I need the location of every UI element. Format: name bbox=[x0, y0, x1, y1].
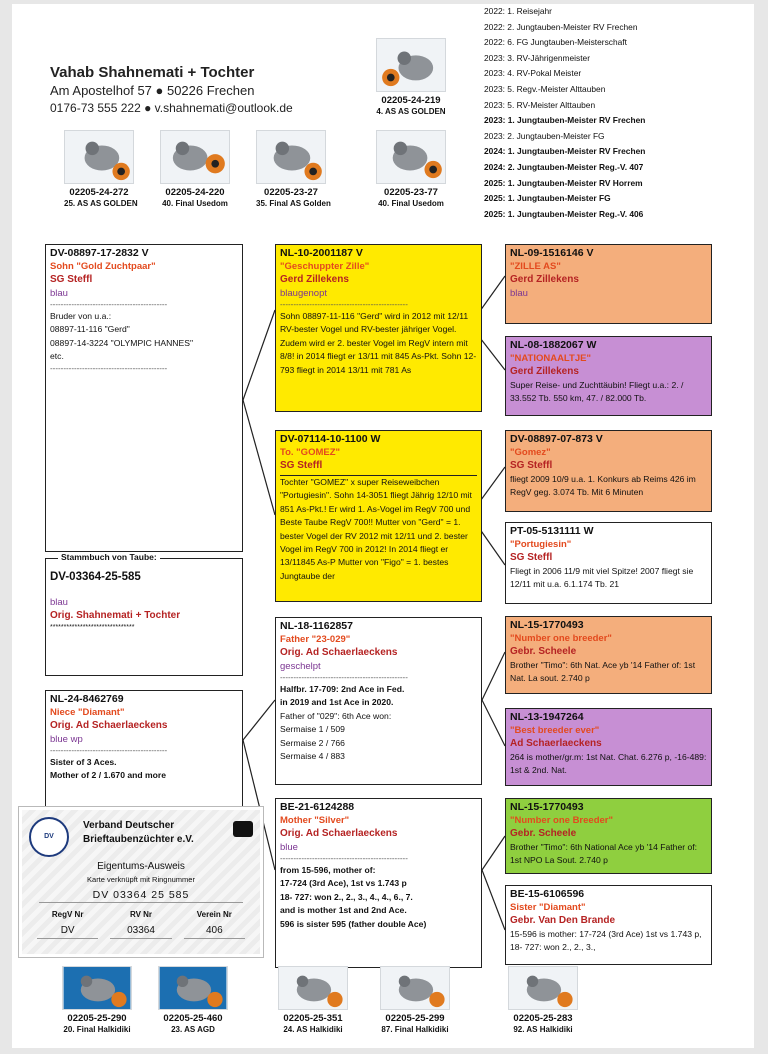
pigeon-number: 02205-25-351 bbox=[283, 1013, 343, 1024]
pigeon-image bbox=[158, 966, 228, 1010]
pigeon-caption: 92. AS Halkidiki bbox=[513, 1025, 573, 1034]
pigeon-color: blau bbox=[510, 288, 528, 299]
pigeon-breeder: SG Steffl bbox=[50, 274, 93, 285]
achievement-item: 2023: 2. Jungtauben-Meister FG bbox=[484, 130, 605, 141]
card-header-row bbox=[31, 907, 251, 923]
pigeon-badge-icon bbox=[233, 821, 253, 837]
card-header: RV Nr bbox=[129, 910, 153, 919]
sire-sire-box[interactable] bbox=[275, 244, 482, 412]
pigeon-breeder: Ad Schaerlaeckens bbox=[510, 738, 602, 749]
pigeon-breeder: Gerd Zillekens bbox=[510, 366, 579, 377]
pigeon-image bbox=[508, 966, 578, 1010]
pigeon-caption: 4. AS AS GOLDEN bbox=[376, 107, 446, 116]
pigeon-ring: NL-18-1162857 bbox=[280, 620, 353, 632]
achievement-item: 2022: 2. Jungtauben-Meister RV Frechen bbox=[484, 21, 638, 32]
pigeon-breeder: Gebr. Van Den Brande bbox=[510, 915, 616, 926]
pigeon-name: Niece "Diamant" bbox=[50, 707, 125, 718]
pigeon-image bbox=[278, 966, 348, 1010]
pigeon-note: Mother of 2 / 1.670 and more bbox=[50, 770, 167, 781]
pigeon-photo[interactable] bbox=[160, 130, 230, 208]
pigeon-breeder: Gerd Zillekens bbox=[510, 274, 579, 285]
pigeon-image bbox=[160, 130, 230, 184]
achievement-item: 2025: 1. Jungtauben-Meister RV Horrem bbox=[484, 177, 643, 188]
pigeon-ring: NL-24-8462769 bbox=[50, 693, 124, 705]
pigeon-ring: DV-08897-07-873 V bbox=[510, 433, 603, 445]
pigeon-note: Sermaise 2 / 766 bbox=[280, 737, 345, 748]
achievement-item: 2023: 3. RV-Jährigenmeister bbox=[484, 52, 590, 63]
dds-box[interactable] bbox=[505, 798, 712, 874]
divider: -------------------------------------------- bbox=[50, 363, 168, 373]
pigeon-number: 02205-25-283 bbox=[513, 1013, 573, 1024]
pigeon-caption: 40. Final Usedom bbox=[378, 199, 444, 208]
pigeon-breeder: SG Steffl bbox=[510, 552, 553, 563]
pigeon-name: Sister "Diamant" bbox=[510, 902, 586, 913]
logo-text: DV bbox=[44, 833, 54, 840]
sdd-box[interactable] bbox=[505, 522, 712, 604]
divider: -------------------------------------------- bbox=[50, 300, 168, 309]
card-value: 03364 bbox=[110, 923, 171, 939]
owner-contact: 0176-73 555 222 ● v.shahnemati@outlook.de bbox=[50, 101, 293, 115]
pigeon-note: Brother "Timo": 6th National Ace yb '14 Father of: 1st NPO La Sout. 2.740 p bbox=[510, 842, 698, 866]
card-value: 406 bbox=[184, 923, 245, 939]
pigeon-note: in 2019 and 1st Ace in 2020. bbox=[280, 697, 394, 708]
pigeon-breeder: Gebr. Scheele bbox=[510, 646, 577, 657]
pigeon-caption: 20. Final Halkidiki bbox=[63, 1025, 131, 1034]
dsd-box[interactable] bbox=[505, 708, 712, 786]
pigeon-note: 08897-14-3224 "OLYMPIC HANNES" bbox=[50, 337, 194, 348]
pigeon-note: 264 is mother/gr.m: 1st Nat. Chat. 6.276 p, -16-489: 1st & 2nd. Nat. bbox=[510, 752, 707, 776]
pigeon-image bbox=[64, 130, 134, 184]
sss-box[interactable] bbox=[505, 244, 712, 324]
card-header: RegV Nr bbox=[51, 910, 84, 919]
pigeon-note: 15-596 is mother: 17-724 (3rd Ace) 1st vs 1.743 p, 18- 727: won 2., 2., 3., bbox=[510, 929, 702, 953]
pigeon-ring: BE-21-6124288 bbox=[280, 801, 355, 813]
pigeon-name: "ZILLE AS" bbox=[510, 261, 561, 272]
pigeon-ring: BE-15-6106596 bbox=[510, 888, 585, 900]
pigeon-note: Sermaise 4 / 883 bbox=[280, 751, 345, 762]
dam-sire-box[interactable] bbox=[275, 617, 482, 785]
pigeon-note: Tochter "GOMEZ" x super Reiseweibchen "Portugiesin". Sohn 14-3051 fliegt Jährig 12/10 mit 851 As-Pkt.! Er wird 1. As-Vogel im RegV 700 und Beste Taube RegV 700!! Mutter von "Gerd" = 1. bester Vogel der RV 2012 mit 12/11 und 2. bester Vogel im RegV 700 in 2012! In 2014 fliegt er 13/11845 As-P Mutter von "Figo" = 1. bestes Jungtaube der bbox=[280, 475, 477, 583]
pigeon-ring: PT-05-5131111 W bbox=[510, 525, 594, 537]
pigeon-photo[interactable] bbox=[278, 966, 348, 1034]
pigeon-color: blau bbox=[50, 597, 68, 608]
ddd-box[interactable] bbox=[505, 885, 712, 965]
card-title: Eigentums-Ausweis bbox=[97, 861, 185, 872]
pigeon-ring: NL-10-2001187 V bbox=[280, 247, 363, 259]
sds-box[interactable] bbox=[505, 430, 712, 512]
pigeon-number: 02205-24-220 bbox=[165, 187, 225, 198]
pigeon-note: Super Reise- und Zuchttäubin! Fliegt u.a.: 2. / 33.552 Tb. 550 km, 47. / 82.000 Tb. bbox=[510, 380, 684, 404]
pigeon-breeder: SG Steffl bbox=[280, 460, 323, 471]
pigeon-name: Father "23-029" bbox=[280, 634, 351, 645]
divider: -------------------------------------------- bbox=[50, 746, 168, 755]
association-logo bbox=[29, 817, 69, 857]
pigeon-ring: NL-13-1947264 bbox=[510, 711, 584, 723]
pigeon-photo[interactable] bbox=[64, 130, 138, 208]
sire-box[interactable] bbox=[45, 244, 243, 552]
pigeon-photo[interactable] bbox=[158, 966, 228, 1034]
achievement-item: 2023: 5. RV-Meister Alttauben bbox=[484, 99, 596, 110]
pigeon-note: Fliegt in 2006 11/9 mit viel Spitze! 2007 fliegt sie 12/11 mit u.a. 6.1.174 Tb. 21 bbox=[510, 566, 694, 590]
pigeon-color: blaugenopt bbox=[280, 288, 328, 299]
subject-label: Stammbuch von Taube: bbox=[58, 552, 160, 562]
pigeon-caption: 87. Final Halkidiki bbox=[381, 1025, 449, 1034]
pigeon-image bbox=[376, 130, 446, 184]
pigeon-number: 02205-24-272 bbox=[69, 187, 129, 198]
dam-box[interactable] bbox=[45, 690, 243, 808]
pigeon-color: blau bbox=[50, 288, 68, 299]
owner-address: Am Apostelhof 57 ● 50226 Frechen bbox=[50, 83, 255, 98]
pigeon-image bbox=[380, 966, 450, 1010]
pigeon-name: "Portugiesin" bbox=[510, 539, 572, 550]
pigeon-note: Bruder von u.a.: bbox=[50, 311, 112, 321]
pigeon-color: blue bbox=[280, 842, 298, 853]
pigeon-note: 596 is sister 595 (father double Ace) bbox=[280, 918, 427, 929]
achievement-item: 2022: 1. Reisejahr bbox=[484, 6, 552, 16]
pigeon-breeder: Orig. Ad Schaerlaeckens bbox=[280, 647, 398, 658]
pigeon-note: Father of "029": 6th Ace won: bbox=[280, 710, 392, 721]
pigeon-note: 08897-11-116 "Gerd" bbox=[50, 324, 130, 335]
pigeon-number: 02205-25-299 bbox=[385, 1013, 445, 1024]
achievement-item: 2024: 2. Jungtauben-Meister Reg.-V. 407 bbox=[484, 161, 644, 172]
achievement-item: 2023: 1. Jungtauben-Meister RV Frechen bbox=[484, 115, 646, 126]
pigeon-name: "Geschuppter Zille" bbox=[280, 261, 370, 272]
achievement-item: 2023: 5. Regv.-Meister Alttauben bbox=[484, 83, 606, 94]
pigeon-note: 18- 727: won 2., 2., 3., 4., 4., 6., 7. bbox=[280, 891, 413, 902]
pigeon-note: 17-724 (3rd Ace), 1st vs 1.743 p bbox=[280, 878, 407, 889]
pigeon-ring: NL-15-1770493 bbox=[510, 801, 584, 813]
card-value: DV bbox=[37, 923, 98, 939]
achievement-item: 2025: 1. Jungtauben-Meister FG bbox=[484, 193, 611, 204]
pigeon-number: 02205-23-27 bbox=[264, 187, 318, 198]
pigeon-number: 02205-23-77 bbox=[384, 187, 438, 198]
pigeon-name: "Best breeder ever" bbox=[510, 725, 600, 736]
pigeon-note: Brother "Timo": 6th Nat. Ace yb '14 Father of: 1st Nat. La sout. 2.740 p bbox=[510, 660, 696, 684]
pigeon-name: To. "GOMEZ" bbox=[280, 447, 341, 458]
pigeon-name: "Number one Breeder" bbox=[510, 815, 613, 826]
pigeon-note: from 15-596, mother of: bbox=[280, 865, 376, 875]
pigeon-breeder: Orig. Ad Schaerlaeckens bbox=[50, 720, 168, 731]
owner-name: Vahab Shahnemati + Tochter bbox=[50, 64, 255, 81]
pigeon-breeder: Gerd Zillekens bbox=[280, 274, 349, 285]
divider: ------------------------------------------------ bbox=[280, 854, 408, 863]
achievement-item: 2024: 1. Jungtauben-Meister RV Frechen bbox=[484, 146, 646, 157]
pigeon-ring: DV-03364-25-585 bbox=[50, 571, 141, 583]
pigeon-number: 02205-25-290 bbox=[67, 1013, 127, 1024]
card-value-row bbox=[31, 923, 251, 939]
achievement-item: 2025: 1. Jungtauben-Meister Reg.-V. 406 bbox=[484, 208, 644, 219]
pigeon-photo[interactable] bbox=[376, 130, 446, 208]
pigeon-ring: DV-07114-10-1100 W bbox=[280, 433, 381, 445]
pigeon-name: "NATIONAALTJE" bbox=[510, 353, 591, 364]
pigeon-breeder: SG Steffl bbox=[510, 460, 553, 471]
ownership-card bbox=[18, 806, 264, 958]
pigeon-number: 02205-24-219 bbox=[381, 95, 441, 106]
card-ring-number: DV 03364 25 585 bbox=[39, 889, 243, 903]
pigeon-note: Sohn 08897-11-116 "Gerd" wird in 2012 mit 12/11 RV-bester Vogel und RV-bester jähriger Vogel. Zudem wird er 2. bester Vogel im RegV intern mit 8/8! in 2014 fliegt er 13/11 mit 845 As-Pkt. Sohn 12-793 fliegt in 2014 13/11 mit 781 As bbox=[280, 311, 477, 375]
pigeon-photo[interactable] bbox=[380, 966, 450, 1034]
card-grid bbox=[31, 907, 251, 939]
pigeon-color: blue wp bbox=[50, 734, 83, 745]
divider: ------------------------------------------------ bbox=[280, 673, 408, 682]
divider: ------------------------------------------------ bbox=[280, 300, 408, 309]
pigeon-note: Sermaise 1 / 509 bbox=[280, 724, 345, 735]
pigeon-breeder: Orig. Shahnemati + Tochter bbox=[50, 610, 181, 621]
card-header: Verein Nr bbox=[196, 910, 232, 919]
pigeon-image bbox=[376, 38, 446, 92]
pigeon-ring: NL-15-1770493 bbox=[510, 619, 584, 631]
pigeon-name: Mother "Silver" bbox=[280, 815, 350, 826]
pigeon-photo[interactable] bbox=[62, 966, 132, 1034]
pigeon-note: fliegt 2009 10/9 u.a. 1. Konkurs ab Reims 426 im RegV geg. 3.074 Tb. Mit 6 Minuten bbox=[510, 474, 696, 498]
owner-header bbox=[50, 64, 380, 115]
pigeon-image bbox=[256, 130, 326, 184]
pigeon-photo[interactable] bbox=[508, 966, 578, 1034]
pigeon-caption: 40. Final Usedom bbox=[162, 199, 228, 208]
pigeon-note: Halfbr. 17-709: 2nd Ace in Fed. bbox=[280, 684, 405, 694]
pigeon-breeder: Orig. Ad Schaerlaeckens bbox=[280, 828, 398, 839]
card-subtitle: Karte verknüpft mit Ringnummer bbox=[87, 875, 195, 884]
pigeon-breeder: Gebr. Scheele bbox=[510, 828, 577, 839]
pigeon-name: "Gomez" bbox=[510, 447, 551, 458]
dss-box[interactable] bbox=[505, 616, 712, 694]
pigeon-photo[interactable] bbox=[376, 38, 446, 116]
pigeon-ring: DV-08897-17-2832 V bbox=[50, 247, 149, 259]
pigeon-photo[interactable] bbox=[256, 130, 331, 208]
stars-line: ******************************* bbox=[50, 624, 135, 631]
pigeon-ring: NL-09-1516146 V bbox=[510, 247, 594, 259]
pigeon-name: "Number one breeder" bbox=[510, 633, 612, 644]
subject-box[interactable] bbox=[45, 558, 243, 676]
sire-dam-box[interactable] bbox=[275, 430, 482, 602]
pigeon-ring: NL-08-1882067 W bbox=[510, 339, 597, 351]
pigeon-caption: 35. Final AS Golden bbox=[256, 199, 331, 208]
pigeon-caption: 23. AS AGD bbox=[171, 1025, 215, 1034]
ssd-box[interactable] bbox=[505, 336, 712, 416]
pigeon-image bbox=[62, 966, 132, 1010]
pigeon-caption: 24. AS Halkidiki bbox=[283, 1025, 343, 1034]
achievement-item: 2023: 4. RV-Pokal Meister bbox=[484, 68, 582, 79]
achievements-list bbox=[484, 4, 744, 222]
pigeon-note: Sister of 3 Aces. bbox=[50, 757, 117, 767]
pigeon-note: and is mother 1st and 2nd Ace. bbox=[280, 905, 407, 916]
pigeon-number: 02205-25-460 bbox=[163, 1013, 223, 1024]
association-name: Verband Deutscher Brieftaubenzüchter e.V. bbox=[83, 820, 194, 845]
pigeon-note: etc. bbox=[50, 351, 64, 362]
pigeon-caption: 25. AS AS GOLDEN bbox=[64, 199, 138, 208]
achievement-item: 2022: 6. FG Jungtauben-Meisterschaft bbox=[484, 37, 627, 48]
dam-dam-box[interactable] bbox=[275, 798, 482, 968]
pigeon-color: geschelpt bbox=[280, 661, 321, 672]
pigeon-name: Sohn "Gold Zuchtpaar" bbox=[50, 261, 156, 272]
